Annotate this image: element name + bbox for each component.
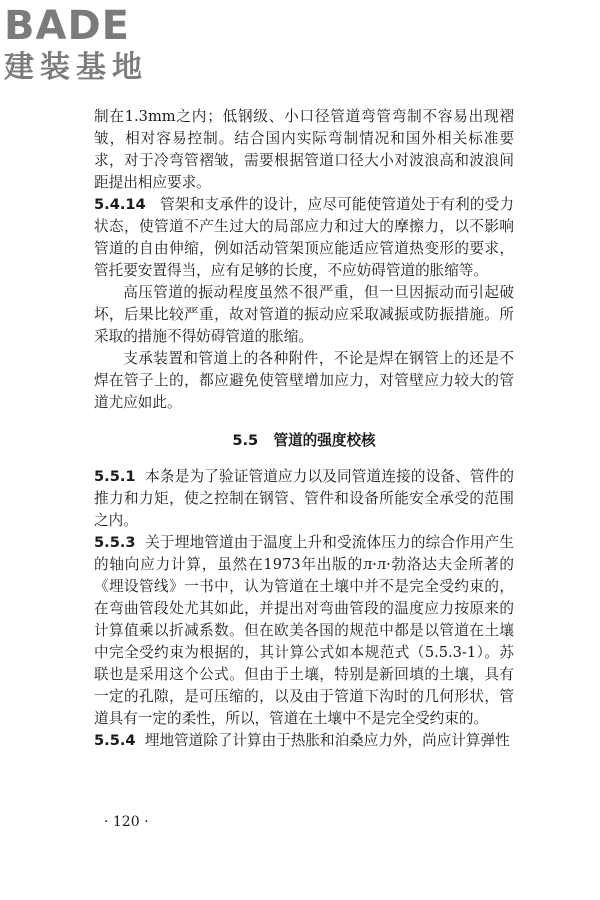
- page-body: [94, 106, 514, 752]
- clause-number: 5.5.1: [94, 468, 136, 485]
- paragraph-vibration: [94, 282, 514, 348]
- paragraph-text: 高压管道的振动程度虽然不很严重，但一旦因振动而引起破坏，后果比较严重，故对管道的振动应采取减振或防振措施。所采取的措施不得妨碍管道的胀缩。: [94, 284, 514, 345]
- paragraph-text: 制在1.3mm之内；低钢级、小口径管道弯管弯制不容易出现褶皱，相对容易控制。结合国内实际弯制情况和国外相关标准要求，对于冷弯管褶皱，需要根据管道口径大小对波浪高和波浪间距提出相应要求。: [94, 108, 514, 191]
- watermark-brand: BADE: [4, 3, 130, 49]
- section-heading: [94, 430, 514, 452]
- clause-5-5-4: [94, 730, 514, 752]
- page-number: · 120 ·: [104, 814, 149, 830]
- clause-number: 5.5.3: [94, 534, 136, 551]
- paragraph-support: [94, 348, 514, 414]
- watermark-logo: [4, 4, 174, 86]
- paragraph-text: 本条是为了验证管道应力以及同管道连接的设备、管件的推力和力矩，使之控制在钢管、管件和设备所能安全承受的范围之内。: [94, 468, 514, 529]
- paragraph-text: 埋地管道除了计算由于热胀和泊桑应力外，尚应计算弹性: [144, 732, 510, 749]
- paragraph-continuation: [94, 106, 514, 194]
- section-title: 管道的强度校核: [273, 432, 376, 449]
- clause-number: 5.4.14: [94, 196, 146, 213]
- clause-number: 5.5.4: [94, 732, 136, 749]
- section-number: 5.5: [232, 432, 259, 449]
- paragraph-text: 关于埋地管道由于温度上升和受流体压力的综合作用产生的轴向应力计算，虽然在1973年出版的л·л·勃洛达夫金所著的《埋设管线》一书中，认为管道在土壤中并不是完全受约束的，在弯曲管段处尤其如此，并提出对弯曲管段的温度应力按原来的计算值乘以折减系数。但在欧美各国的规范中都是以管道在土壤中完全受约束为根据的，其计算公式如本规范式（5.5.3-1）。苏联也是采用这个公式。但由于土壤，特别是新回填的土壤，具有一定的孔隙，是可压缩的，以及由于管道下沟时的几何形状，管道具有一定的柔性，所以，管道在土壤中不是完全受约束的。: [94, 534, 514, 727]
- paragraph-text: 支承装置和管道上的各种附件，不论是焊在钢管上的还是不焊在管子上的，都应避免使管壁增加应力，对管壁应力较大的管道尤应如此。: [94, 350, 514, 411]
- watermark-subtitle: 建装基地: [4, 50, 148, 85]
- clause-5-5-3: [94, 532, 514, 730]
- clause-5-4-14: [94, 194, 514, 282]
- clause-5-5-1: [94, 466, 514, 532]
- paragraph-text: 管架和支承件的设计，应尽可能使管道处于有利的受力状态，使管道不产生过大的局部应力和过大的摩擦力，以不影响管道的自由伸缩，例如活动管架顶应能适应管道热变形的要求，管托要安置得当，应有足够的长度，不应妨碍管道的胀缩等。: [94, 196, 514, 279]
